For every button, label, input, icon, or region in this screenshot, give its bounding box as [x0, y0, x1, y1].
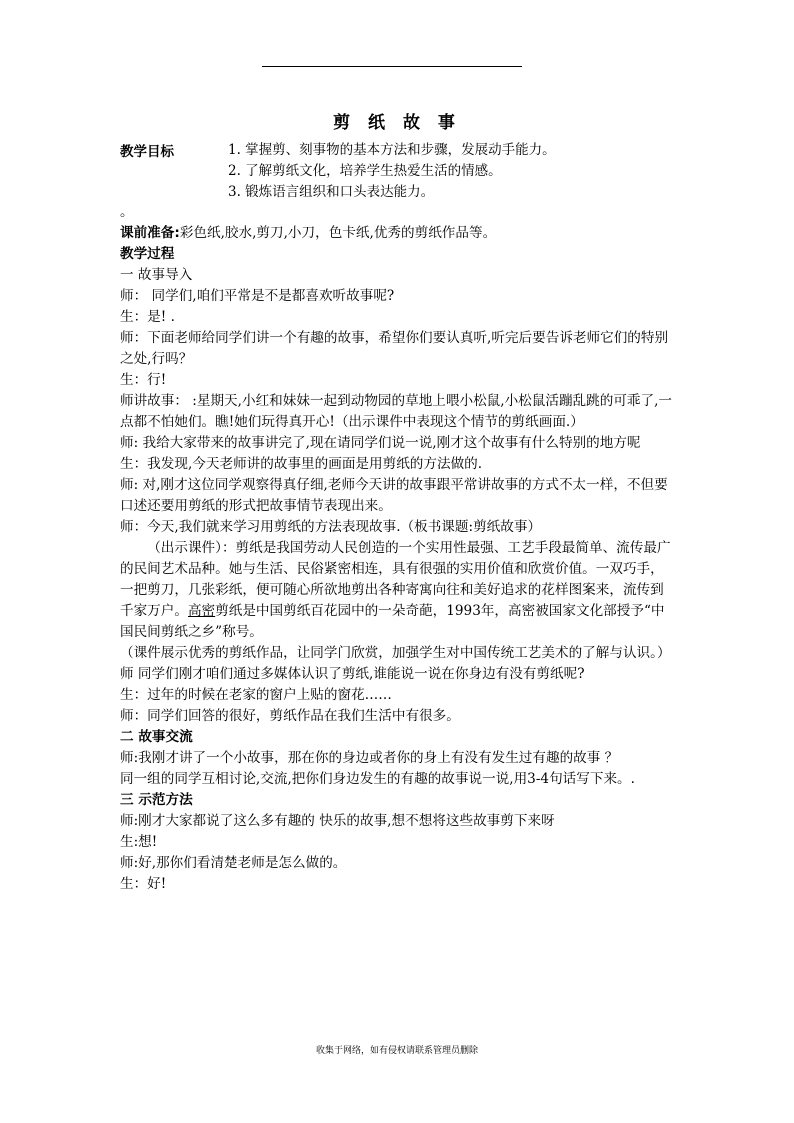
paragraph-text: （出示课件）：剪纸是我国劳动人民创造的一个实用性最强、工艺手段最简单、流传最广的民间艺术品种。她与生活、民俗紧密相连，具有很强的实用价值和欣赏价值。一双巧手，一把剪刀，几张彩纸，便可随心所欲地剪出各种寄寓向往和美好追求的花样图案来，流传到千家万户。	[120, 540, 671, 619]
section-heading: 三 示范方法	[120, 792, 193, 808]
dialogue-line: 生:想!	[120, 834, 158, 850]
preparation-line	[120, 223, 676, 244]
dialogue-line: 生：我发现,今天老师讲的故事里的画面是用剪纸的方法做的.	[120, 456, 483, 472]
dialogue-line: 师:刚才大家都说了这么多有趣的 快乐的故事,想不想将这些故事剪下来呀	[120, 813, 555, 829]
goals-list	[228, 140, 556, 203]
underlined-text: 高密	[187, 603, 216, 619]
goal-item: 3. 锻炼语言组织和口头表达能力。	[228, 184, 435, 200]
dialogue-line: 同一组的同学互相讨论,交流,把你们身边发生的有趣的故事说一说,用3-4句话写下来。.	[120, 771, 635, 787]
dialogue-line: 生：好!	[120, 876, 167, 892]
dialogue-line: 生：是! .	[120, 309, 175, 325]
dialogue-line: 师: 我给大家带来的故事讲完了,现在请同学们说一说,刚才这个故事有什么特别的地方呢	[120, 435, 641, 451]
dialogue-line: 师：今天,我们就来学习用剪纸的方法表现故事.（板书课题:剪纸故事）	[120, 519, 542, 535]
prep-text: 彩色纸,胶水,剪刀,小刀，色卡纸,优秀的剪纸作品等。	[179, 225, 497, 241]
goal-item: 2. 了解剪纸文化，培养学生热爱生活的情感。	[228, 163, 502, 179]
goals-label: 教学目标	[120, 144, 174, 160]
dialogue-line: 师:我刚才讲了一个小故事，那在你的身边或者你的身上有没有发生过有趣的故事 ？	[120, 750, 619, 766]
paragraph-text: 剪纸是中国剪纸百花园中的一朵奇葩，1993年，高密被国家文化部授予“中国民间剪纸之乡”称号。	[120, 603, 665, 640]
document-body	[120, 202, 676, 895]
prep-label: 课前准备:	[120, 225, 180, 241]
footer-note: 收集于网络，如有侵权请联系管理员删除	[315, 1046, 478, 1056]
dialogue-line: 师：同学们回答的很好，剪纸作品在我们生活中有很多。	[120, 708, 460, 724]
dialogue-line: 师: 对,刚才这位同学观察得真仔细,老师今天讲的故事跟平常讲故事的方式不太一样，不但要口述还要用剪纸的形式把故事情节表现出来。	[120, 477, 668, 514]
dialogue-line: 生：过年的时候在老家的窗户上贴的窗花……	[120, 687, 392, 703]
section-heading: 一 故事导入	[120, 267, 193, 283]
dialogue-line: 师讲故事： :星期天,小红和妹妹一起到动物园的草地上喂小松鼠,小松鼠活蹦乱跳的可乖了,一点都不怕她们。瞧!她们玩得真开心!（出示课件中表现这个情节的剪纸画面.）	[120, 393, 673, 430]
document-title: 剪 纸 故 事	[333, 113, 461, 133]
dialogue-line: 师：下面老师给同学们讲一个有趣的故事，希望你们要认真听,听完后要告诉老师它们的特别之处,行吗？	[120, 330, 669, 367]
dialogue-line: 师： 同学们,咱们平常是不是都喜欢听故事呢?	[120, 288, 395, 304]
dialogue-line: 生：行!	[120, 372, 167, 388]
papercut-intro-paragraph	[120, 538, 676, 643]
goal-item: 1. 掌握剪、刻事物的基本方法和步骤，发展动手能力。	[228, 142, 556, 158]
process-heading: 教学过程	[120, 246, 175, 262]
dialogue-line: 师:好,那你们看清楚老师是怎么做的。	[120, 855, 347, 871]
dialogue-line: （课件展示优秀的剪纸作品，让同学门欣赏，加强学生对中国传统工艺美术的了解与认识。）	[120, 645, 671, 661]
header-rule	[262, 66, 522, 67]
dialogue-line: 师 同学们刚才咱们通过多媒体认识了剪纸,谁能说一说在你身边有没有剪纸呢?	[120, 666, 585, 682]
stray-dot: 。	[120, 204, 134, 220]
section-heading: 二 故事交流	[120, 729, 193, 745]
